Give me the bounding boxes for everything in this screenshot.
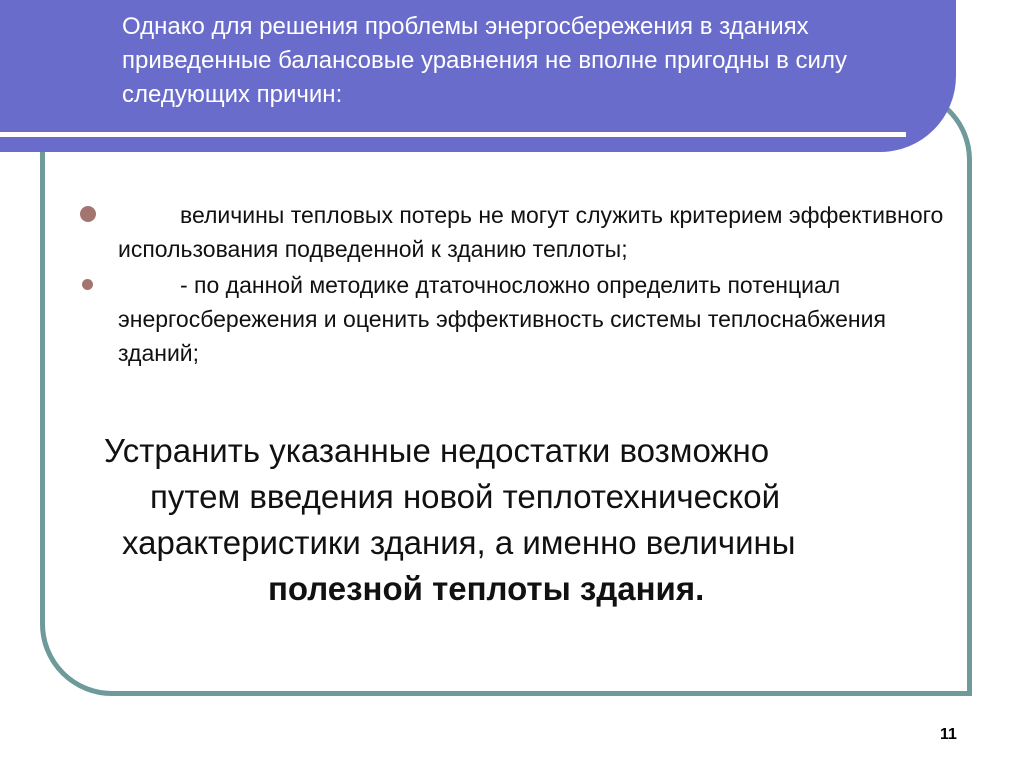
slide-title: Однако для решения проблемы энергосбережения в зданиях приведенные балансовые уравнения не вполне пригодны в силу следующих причин:: [122, 13, 847, 108]
bullet-list: [76, 198, 946, 372]
conclusion-emphasis: полезной теплоты здания.: [268, 570, 705, 607]
bullet-item: [76, 198, 946, 266]
bullet-item: [76, 268, 946, 370]
conclusion-paragraph: [104, 428, 944, 612]
conclusion-line: Устранить указанные недостатки возможно: [104, 432, 770, 469]
bullet-text: - по данной методике дтаточносложно определить потенциал энергосбережения и оценить эффективность системы теплоснабжения зданий;: [118, 272, 886, 366]
conclusion-line: путем введения новой теплотехнической: [150, 478, 781, 515]
page-number: 11: [940, 726, 957, 743]
bullet-dot-icon: [82, 279, 93, 290]
title-underline: [0, 132, 906, 137]
bullet-dot-icon: [80, 206, 96, 222]
bullet-text: величины тепловых потерь не могут служить критерием эффективного использования подведенной к зданию теплоты;: [118, 202, 944, 262]
conclusion-line: характеристики здания, а именно величины: [122, 524, 796, 561]
